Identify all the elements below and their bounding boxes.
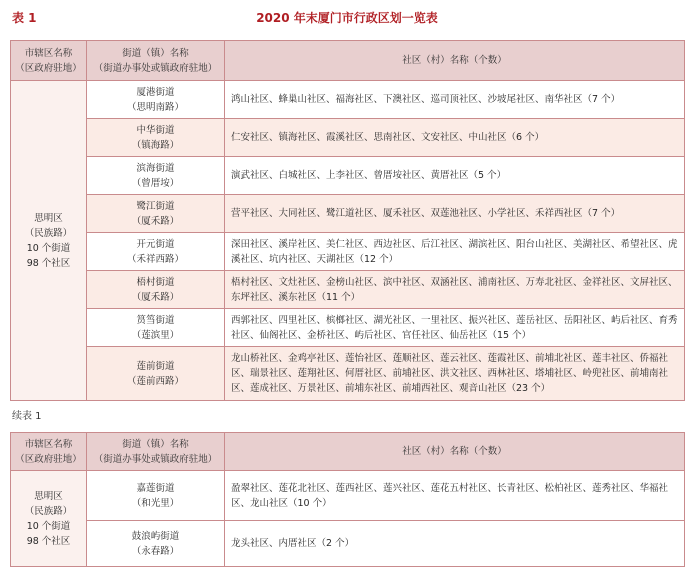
street-seat: （莲滨里）: [131, 329, 180, 341]
street-seat: （厦禾路）: [131, 291, 180, 303]
communities-cell: 龙头社区、内厝社区（2 个）: [225, 521, 685, 567]
header-district: 市辖区名称 （区政府驻地）: [11, 41, 87, 81]
street-name: 开元街道: [136, 238, 175, 250]
street-cell: [87, 233, 225, 271]
street-seat: （镇海路）: [131, 139, 180, 151]
communities-cell: 深田社区、溪岸社区、美仁社区、西边社区、后江社区、湖滨社区、阳台山社区、美湖社区、希望社区、虎溪社区、坑内社区、天湖社区（12 个）: [225, 233, 685, 271]
street-name: 莲前街道: [136, 360, 175, 372]
table-row: [11, 195, 685, 233]
table-caption: [0, 0, 694, 34]
street-cell: [87, 347, 225, 401]
communities-cell: 营平社区、大同社区、鹭江道社区、厦禾社区、双莲池社区、小学社区、禾祥西社区（7 个）: [225, 195, 685, 233]
street-seat: （思明南路）: [126, 101, 184, 113]
district-communities-count: 98 个社区: [26, 535, 71, 547]
table-row: [11, 81, 685, 119]
table-title: 2020 年末厦门市行政区划一览表: [256, 11, 438, 25]
street-cell: [87, 309, 225, 347]
street-seat: （曾厝垵）: [131, 177, 180, 189]
table-row: [11, 309, 685, 347]
street-seat: （禾祥西路）: [126, 253, 184, 265]
street-name: 鹭江街道: [136, 200, 175, 212]
division-table: [10, 40, 685, 401]
street-cell: [87, 271, 225, 309]
street-seat: （和光里）: [131, 497, 180, 509]
street-name: 鼓浪屿街道: [131, 530, 180, 542]
continuation-table: [10, 432, 685, 567]
district-name: 思明区: [34, 212, 63, 224]
district-seat: （民族路）: [24, 505, 73, 517]
district-name: 思明区: [34, 490, 63, 502]
communities-cell: 龙山桥社区、金鸡亭社区、莲怡社区、莲顺社区、莲云社区、莲霞社区、前埔北社区、莲丰社区、侨福社区、瑞景社区、莲翔社区、何厝社区、前埔社区、洪文社区、西林社区、塔埔社区、岭兜社区、前埔南社区、莲成社区、万景社区、前埔东社区、前埔西社区、观音山社区（23 个）: [225, 347, 685, 401]
street-name: 中华街道: [136, 124, 175, 136]
street-name: 筼筜街道: [136, 314, 175, 326]
district-streets-count: 10 个街道: [26, 242, 71, 254]
street-seat: （厦禾路）: [131, 215, 180, 227]
table-header-row: [11, 41, 685, 81]
communities-cell: 仁安社区、镇海社区、霞溪社区、思南社区、文安社区、中山社区（6 个）: [225, 119, 685, 157]
street-cell: [87, 157, 225, 195]
street-seat: （永春路）: [131, 545, 180, 557]
table-row: [11, 119, 685, 157]
street-cell: [87, 119, 225, 157]
communities-cell: 西郭社区、四里社区、槟榔社区、湖光社区、一里社区、振兴社区、莲岳社区、岳阳社区、屿后社区、育秀社区、仙阁社区、金桥社区、屿后社区、官任社区、仙岳社区（15 个）: [225, 309, 685, 347]
table-row: [11, 271, 685, 309]
district-cell: [11, 81, 87, 401]
communities-cell: 演武社区、白城社区、上李社区、曾厝垵社区、黄厝社区（5 个）: [225, 157, 685, 195]
header-communities: 社区（村）名称（个数）: [225, 41, 685, 81]
table-row: [11, 347, 685, 401]
table-number: 表 1: [12, 11, 37, 25]
table-row: [11, 471, 685, 521]
street-cell: [87, 81, 225, 119]
continuation-label: 续表 1: [12, 411, 42, 422]
table-row: [11, 157, 685, 195]
table-row: [11, 521, 685, 567]
district-seat: （民族路）: [24, 227, 73, 239]
street-cell: [87, 521, 225, 567]
table-row: [11, 233, 685, 271]
header-district: 市辖区名称 （区政府驻地）: [11, 433, 87, 471]
header-street: 街道（镇）名称 （街道办事处或镇政府驻地）: [87, 41, 225, 81]
street-cell: [87, 195, 225, 233]
street-name: 嘉莲街道: [136, 482, 175, 494]
street-name: 滨海街道: [136, 162, 175, 174]
street-cell: [87, 471, 225, 521]
district-streets-count: 10 个街道: [26, 520, 71, 532]
street-name: 厦港街道: [136, 86, 175, 98]
header-street: 街道（镇）名称 （街道办事处或镇政府驻地）: [87, 433, 225, 471]
district-cell: [11, 471, 87, 567]
communities-cell: 盈翠社区、莲花北社区、莲西社区、莲兴社区、莲花五村社区、长青社区、松柏社区、莲秀社区、华福社区、龙山社区（10 个）: [225, 471, 685, 521]
district-communities-count: 98 个社区: [26, 257, 71, 269]
communities-cell: 梧村社区、文灶社区、金榜山社区、滨中社区、双涵社区、浦南社区、万寿北社区、金祥社区、文屏社区、东坪社区、溪东社区（11 个）: [225, 271, 685, 309]
street-seat: （莲前西路）: [126, 375, 184, 387]
street-name: 梧村街道: [136, 276, 175, 288]
table-header-row: [11, 433, 685, 471]
header-communities: 社区（村）名称（个数）: [225, 433, 685, 471]
communities-cell: 鸿山社区、蜂巢山社区、福海社区、下澳社区、巡司顶社区、沙坡尾社区、南华社区（7 个）: [225, 81, 685, 119]
